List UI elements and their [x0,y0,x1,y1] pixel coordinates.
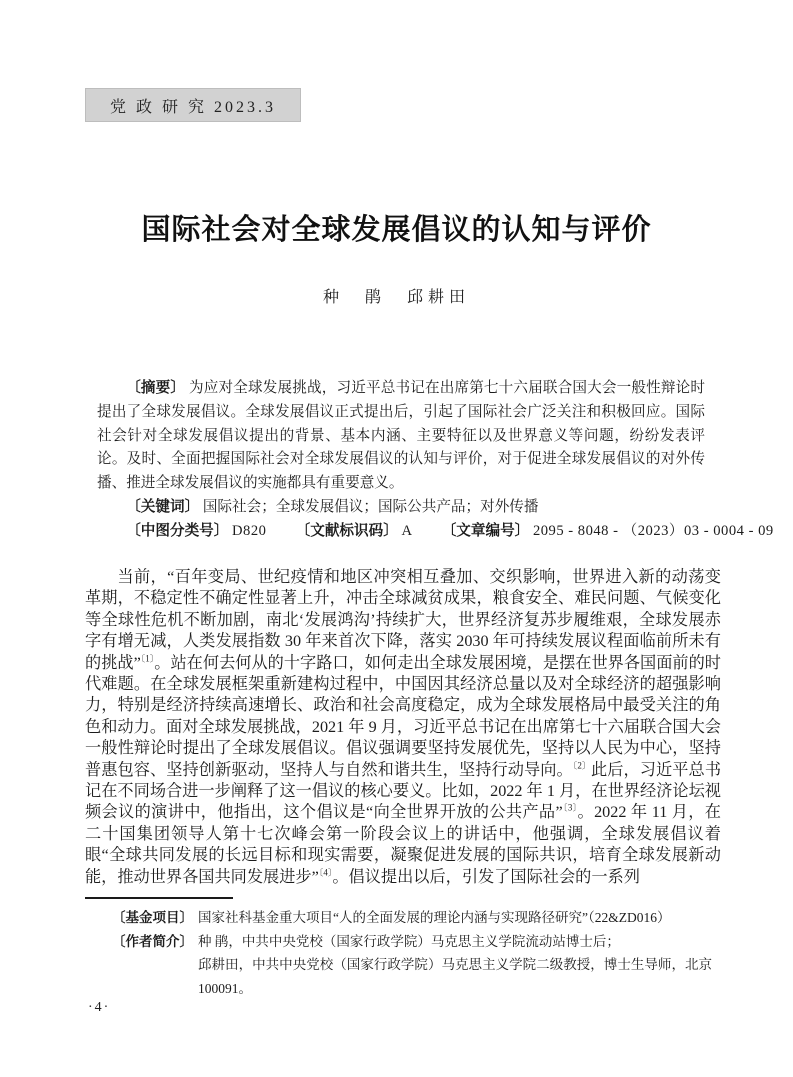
doc-code-label: 〔文献标识码〕 [295,522,398,539]
footnotes-section [112,906,712,1000]
abstract-paragraph [97,377,705,496]
journal-header-badge [85,88,301,122]
fund-label: 〔基金项目〕 [112,910,193,925]
footnote-divider [85,897,233,899]
authors-line: 种 鹃 邱耕田 [322,289,470,306]
author-bio-line-1: 种 鹃，中共中央党校（国家行政学院）马克思主义学院流动站博士后； [198,933,620,949]
clc-value: D820 [232,522,267,539]
article-title: 国际社会对全球发展倡议的认知与评价 [141,214,652,246]
abstract-label: 〔摘要〕 [126,380,186,396]
author-bio-line-2: 邱耕田，中共中央党校（国家行政学院）马克思主义学院二级教授，博士生导师，北京 100091。 [198,957,712,996]
article-body [85,567,721,888]
abstract-section [97,377,774,544]
keywords-label: 〔关键词〕 [126,498,200,515]
fund-text: 国家社科基金重大项目“人的全面发展的理论内涵与实现路径研究”（22&ZD016） [198,910,671,925]
doc-code-value: A [401,522,413,539]
article-id-value: 2095 - 8048 - （2023）03 - 0004 - 09 [532,522,774,539]
body-paragraph: 当前，“百年变局、世纪疫情和地区冲突相互叠加、交织影响，世界进入新的动荡变革期，不稳定性不确定性显著上升，冲击全球减贫成果，粮食安全、难民问题、气候变化等全球性危机不断加剧，南北‘发展鸿沟’持续扩大，世界经济复苏步履维艰，全球发展赤字有增无减，人类发展指数 30 年来首次下降，落实 2030 年可持续发展议程面临前所未有的挑战”$^{〔1〕}$。站在何去何从的十字路口，如何走出全球发展困境，是摆在世界各国面前的时代难题。在全球发展框架重新建构过程中，中国因其经济总量以及对全球经济的超强影响力，特别是经济持续高速增长、政治和社会高度稳定，成为全球发展格局中最受关注的角色和动力。面对全球发展挑战，2021 年 9 月，习近平总书记在出席第七十六届联合国大会一般性辩论时提出了全球发展倡议。倡议强调要坚持发展优先，坚持以人民为中心，坚持普惠包容、坚持创新驱动，坚持人与自然和谐共生，坚持行动导向。$^{〔2〕}$此后，习近平总书记在不同场合进一步阐释了这一倡议的核心要义。比如，2022 年 1 月，在世界经济论坛视频会议的演讲中，他指出，这个倡议是“向全世界开放的公共产品”$^{〔3〕}$。2022 年 11 月，在二十国集团领导人第十七次峰会第一阶段会议上的讲话中，他强调，全球发展倡议着眼“全球共同发展的长远目标和现实需要，凝聚促进发展的国际共识，培育全球发展新动能，推动世界各国共同发展进步”$^{〔4〕}$。倡议提出以后，引发了国际社会的一系列 [85,568,722,886]
author-bio-label: 〔作者简介〕 [112,933,193,949]
fund-note-row [112,906,712,930]
clc-label: 〔中图分类号〕 [126,522,229,539]
keywords-text: 国际社会；全球发展倡议；国际公共产品；对外传播 [202,498,539,515]
author-bio-row [112,930,712,1001]
article-id-label: 〔文章编号〕 [441,522,530,539]
keywords-paragraph [97,496,705,520]
page-number: ·4· [88,1000,111,1015]
abstract-text: 为应对全球发展挑战，习近平总书记在出席第七十六届联合国大会一般性辩论时提出了全球发展倡议。全球发展倡议正式提出后，引起了国际社会广泛关注和积极回应。国际社会针对全球发展倡议提出的背景、基本内涵、主要特征以及世界意义等问题，纷纷发表评论。及时、全面把握国际社会对全球发展倡议的认知与评价，对于促进全球发展倡议的对外传播、推进全球发展倡议的实施都具有重要意义。 [97,380,705,492]
journal-header-label: 党 政 研 究 2023.3 [109,98,276,116]
author-bio-content [198,930,712,1001]
classification-line [97,520,774,544]
